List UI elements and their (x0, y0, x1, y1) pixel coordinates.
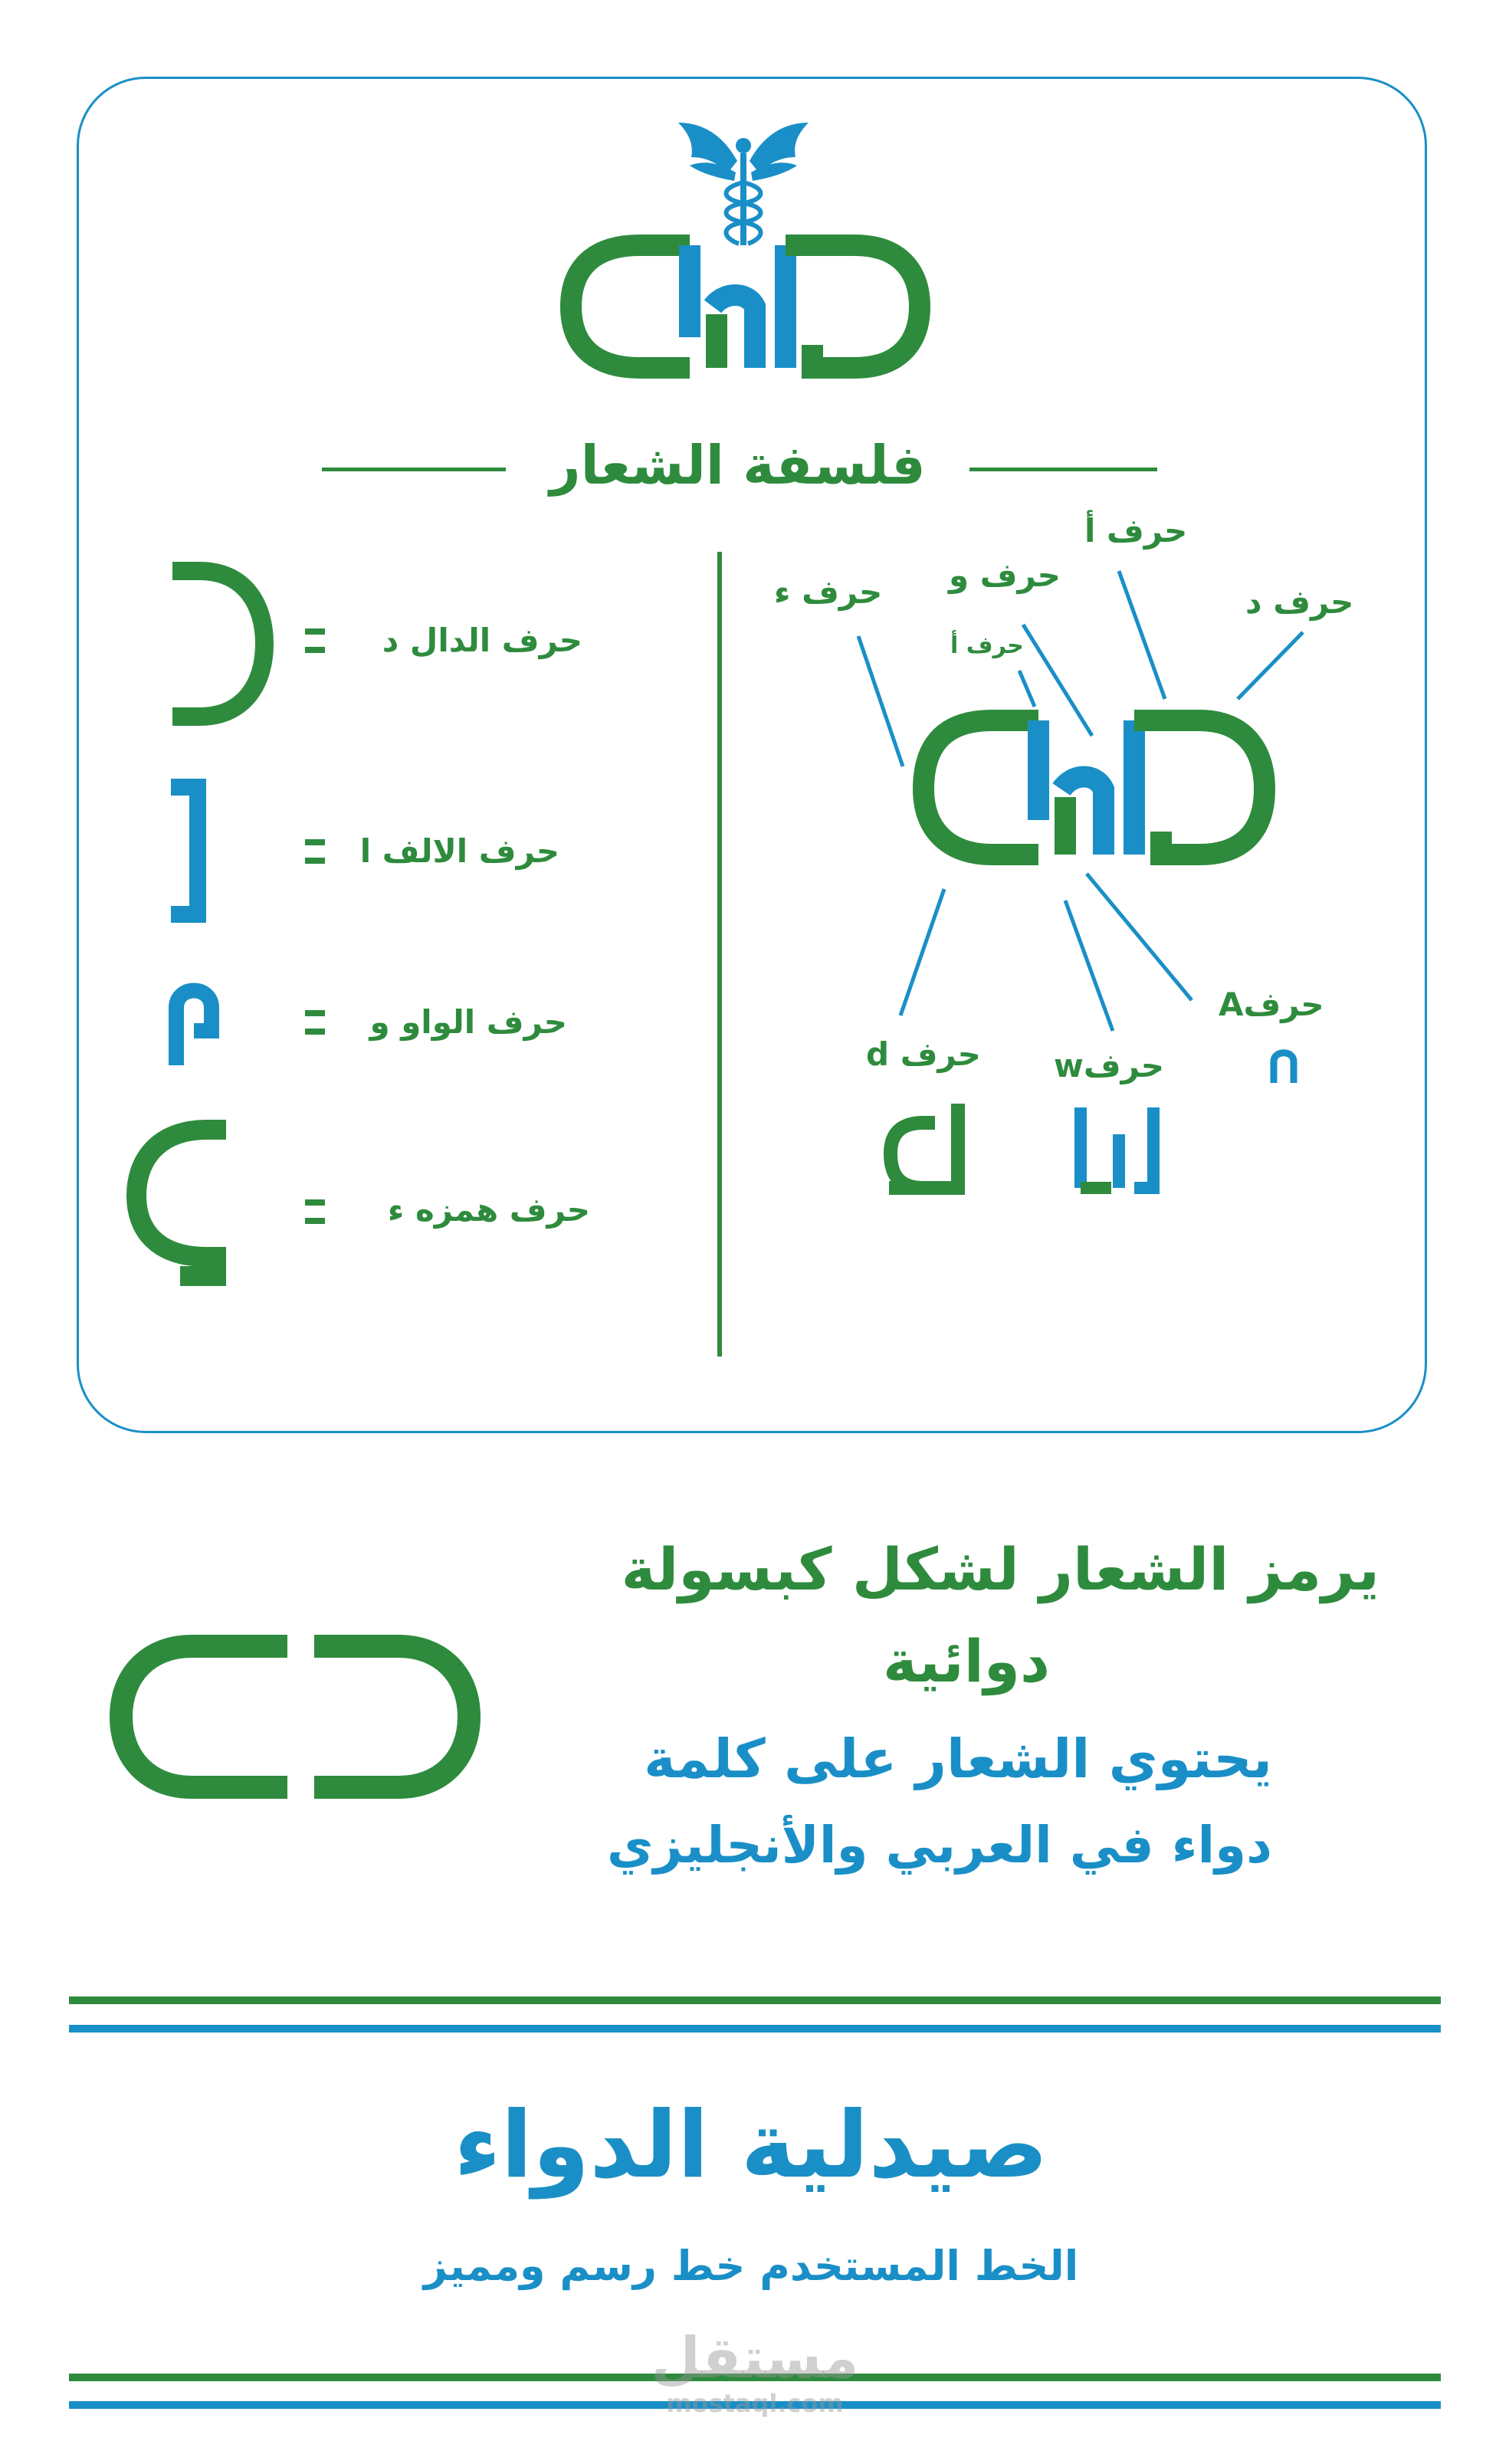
watermark-logo: مستقل (651, 2325, 859, 2391)
legend-dal-letter: د (382, 622, 399, 659)
callout-dal: حرف د (1245, 583, 1354, 621)
brand-name: صيدلية الدواء (454, 2092, 1048, 2199)
latin-d-shape-icon (881, 1104, 969, 1196)
legend-alef-letter: ا (359, 832, 372, 870)
callout-latin-a: حرفA (1219, 986, 1324, 1023)
callout-alef-small: حرف أ (950, 632, 1024, 659)
font-note: الخط المستخدم خط رسم ومميز (423, 2242, 1079, 2290)
callout-hamza: حرف ء (774, 573, 883, 611)
capsule-text-line2: دوائية (883, 1627, 1050, 1695)
latin-a-shape-icon (1268, 1046, 1299, 1084)
latin-w-shape-icon (1069, 1104, 1169, 1199)
capsule-text-line1: يرمز الشعار لشكل كبسولة (621, 1535, 1379, 1603)
philosophy-heading: فلسفة الشعار (549, 434, 926, 497)
legend-waw-label: حرف الواو (401, 1003, 567, 1041)
capsule-text-line3: يحتوي الشعار على كلمة (644, 1727, 1272, 1790)
callout-alef-top: حرف أ (1084, 512, 1188, 550)
watermark-site: mostaql.com (666, 2389, 844, 2418)
legend-alef-label: حرف الالف (382, 832, 559, 870)
callout-latin-w: حرفw (1054, 1047, 1164, 1084)
callout-waw: حرف و (949, 556, 1061, 594)
capsule-text-line4: دواء في العربي والأنجليزي (606, 1816, 1272, 1875)
legend-dal-label: حرف الدال (409, 622, 582, 659)
divider-blue-top (69, 2025, 1441, 2033)
legend-hamza-letter: ء (387, 1191, 405, 1229)
legend-waw-letter: و (369, 1003, 390, 1041)
divider-green-top (69, 1996, 1441, 2004)
callout-latin-d: حرف d (866, 1035, 981, 1073)
capsule-icon (107, 1632, 483, 1801)
diagram-lettermark (908, 705, 1284, 881)
legend-hamza-label: حرف همزه (415, 1191, 590, 1229)
